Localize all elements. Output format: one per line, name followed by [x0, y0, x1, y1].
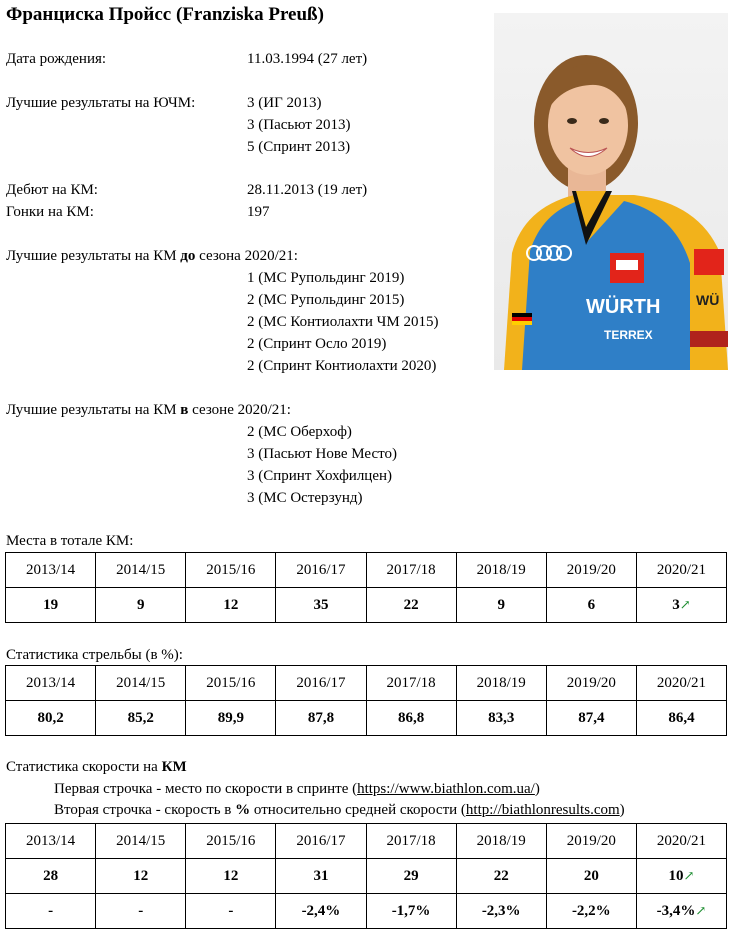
speed-percent-cell: - — [186, 894, 276, 929]
season-header-row — [6, 824, 727, 859]
speed-note-1 — [54, 781, 540, 798]
trend-up-icon: ↗ — [683, 867, 695, 883]
shooting-cell: 85,2 — [96, 701, 186, 736]
overall-cell — [636, 588, 726, 623]
speed-note-2 — [54, 802, 625, 819]
speed-place-cell: 31 — [276, 859, 366, 894]
speed-note-1-close: ) — [534, 781, 540, 797]
overall-cell: 9 — [96, 588, 186, 623]
speed-table — [5, 823, 727, 929]
best-before-item: 2 (МС Контиолахти ЧМ 2015) — [247, 314, 439, 330]
overall-cell: 12 — [186, 588, 276, 623]
birth-date: 11.03.1994 — [247, 51, 314, 67]
season-header-row — [6, 553, 727, 588]
speed-percent-cell: - — [6, 894, 96, 929]
speed-percent-cell: -2,2% — [546, 894, 636, 929]
overall-table — [5, 552, 727, 623]
speed-note-2-text: Вторая строчка - скорость в — [54, 802, 236, 818]
season-cell: 2014/15 — [96, 824, 186, 859]
best-before-item: 2 (Спринт Контиолахти 2020) — [247, 358, 437, 374]
season-cell: 2015/16 — [186, 553, 276, 588]
overall-cell: 19 — [6, 588, 96, 623]
photo-sponsor-text: WÜRTH — [586, 296, 661, 318]
speed-percent-cell: -2,3% — [456, 894, 546, 929]
season-cell: 2020/21 — [636, 553, 726, 588]
season-cell: 2013/14 — [6, 666, 96, 701]
speed-place-cell — [636, 859, 726, 894]
speed-note-2-close: ) — [619, 802, 625, 818]
season-cell: 2017/18 — [366, 824, 456, 859]
junior-item: 5 (Спринт 2013) — [247, 139, 351, 155]
photo-sponsor-side-text: WÜ — [696, 292, 720, 308]
biathlonresults-link[interactable]: http://biathlonresults.com — [465, 802, 620, 818]
season-cell: 2019/20 — [546, 824, 636, 859]
best-before-item: 2 (МС Рупольдинг 2015) — [247, 292, 405, 308]
best-current-item: 3 (Спринт Хохфилцен) — [247, 468, 393, 484]
photo-brand-text: TERREX — [604, 328, 653, 342]
speed-place-cell: 12 — [96, 859, 186, 894]
biathlon-com-ua-link[interactable]: https://www.biathlon.com.ua/ — [357, 781, 535, 797]
overall-cell: 6 — [546, 588, 636, 623]
junior-item: 3 (Пасьют 2013) — [247, 117, 351, 133]
best-before-item: 1 (МС Рупольдинг 2019) — [247, 270, 405, 286]
shooting-row — [6, 701, 727, 736]
debut-value: 28.11.2013 (19 лет) — [247, 182, 368, 198]
birth-value — [247, 51, 367, 68]
speed-percent-row — [6, 894, 727, 929]
overall-label: Места в тотале КМ: — [6, 533, 134, 549]
best-current-label — [6, 402, 291, 419]
season-cell: 2020/21 — [636, 666, 726, 701]
overall-value: 3 — [672, 596, 680, 613]
junior-item: 3 (ИГ 2013) — [247, 95, 322, 111]
birth-label: Дата рождения: — [6, 51, 107, 67]
overall-cell: 35 — [276, 588, 366, 623]
page-title: Франциска Пройсс (Franziska Preuß) — [6, 4, 324, 25]
debut-label: Дебют на КМ: — [6, 182, 98, 198]
speed-place-cell: 28 — [6, 859, 96, 894]
season-cell: 2019/20 — [546, 553, 636, 588]
season-cell: 2015/16 — [186, 824, 276, 859]
season-cell: 2017/18 — [366, 553, 456, 588]
speed-note-2-mid: относительно средней скорости ( — [250, 802, 466, 818]
speed-place-cell: 22 — [456, 859, 546, 894]
races-label: Гонки на КМ: — [6, 204, 94, 220]
season-cell: 2013/14 — [6, 553, 96, 588]
best-before-label-post: сезона 2020/21: — [195, 248, 298, 264]
speed-label-pre: Статистика скорости на — [6, 759, 162, 775]
shooting-cell: 87,4 — [546, 701, 636, 736]
speed-note-2-bold: % — [235, 802, 251, 818]
season-cell: 2016/17 — [276, 824, 366, 859]
best-current-item: 3 (Пасьют Нове Место) — [247, 446, 397, 462]
speed-percent-cell: -1,7% — [366, 894, 456, 929]
junior-label: Лучшие результаты на ЮЧМ: — [6, 95, 196, 111]
speed-place-cell: 12 — [186, 859, 276, 894]
shooting-table — [5, 665, 727, 736]
speed-place-cell: 20 — [546, 859, 636, 894]
trend-up-icon: ↗ — [679, 596, 691, 612]
season-cell: 2014/15 — [96, 666, 186, 701]
season-cell: 2016/17 — [276, 553, 366, 588]
shooting-cell: 89,9 — [186, 701, 276, 736]
season-cell: 2014/15 — [96, 553, 186, 588]
athlete-photo — [494, 13, 728, 370]
season-cell: 2018/19 — [456, 553, 546, 588]
season-cell: 2018/19 — [456, 824, 546, 859]
season-cell: 2018/19 — [456, 666, 546, 701]
birth-age: (27 лет) — [317, 51, 368, 67]
best-current-label-pre: Лучшие результаты на КМ — [6, 402, 181, 418]
shooting-cell: 80,2 — [6, 701, 96, 736]
speed-note-1-text: Первая строчка - место по скорости в спринте ( — [54, 781, 358, 797]
speed-percent-cell: - — [96, 894, 186, 929]
shooting-cell: 83,3 — [456, 701, 546, 736]
season-cell: 2019/20 — [546, 666, 636, 701]
best-before-label — [6, 248, 298, 265]
speed-percent-cell — [636, 894, 726, 929]
season-cell: 2016/17 — [276, 666, 366, 701]
season-cell: 2020/21 — [636, 824, 726, 859]
speed-percent-value: -3,4% — [656, 902, 696, 919]
shooting-cell: 86,8 — [366, 701, 456, 736]
best-before-label-pre: Лучшие результаты на КМ — [6, 248, 181, 264]
shooting-label: Статистика стрельбы (в %): — [6, 647, 183, 663]
season-cell: 2017/18 — [366, 666, 456, 701]
races-value: 197 — [247, 204, 270, 220]
best-current-item: 2 (МС Оберхоф) — [247, 424, 352, 440]
season-cell: 2013/14 — [6, 824, 96, 859]
speed-percent-cell: -2,4% — [276, 894, 366, 929]
shooting-cell: 87,8 — [276, 701, 366, 736]
best-before-item: 2 (Спринт Осло 2019) — [247, 336, 387, 352]
speed-place-value: 10 — [668, 867, 684, 884]
best-current-label-post: сезоне 2020/21: — [188, 402, 291, 418]
season-cell: 2015/16 — [186, 666, 276, 701]
best-before-label-bold: до — [180, 248, 196, 264]
overall-cell: 22 — [366, 588, 456, 623]
speed-place-cell: 29 — [366, 859, 456, 894]
speed-place-row — [6, 859, 727, 894]
overall-cell: 9 — [456, 588, 546, 623]
season-header-row — [6, 666, 727, 701]
best-current-label-bold: в — [180, 402, 189, 418]
athlete-photo-illustration — [494, 13, 728, 370]
shooting-cell: 86,4 — [636, 701, 726, 736]
speed-label — [6, 759, 187, 776]
speed-label-bold: КМ — [161, 759, 187, 775]
trend-up-icon: ↗ — [695, 902, 707, 918]
overall-row — [6, 588, 727, 623]
best-current-item: 3 (МС Остерзунд) — [247, 490, 363, 506]
